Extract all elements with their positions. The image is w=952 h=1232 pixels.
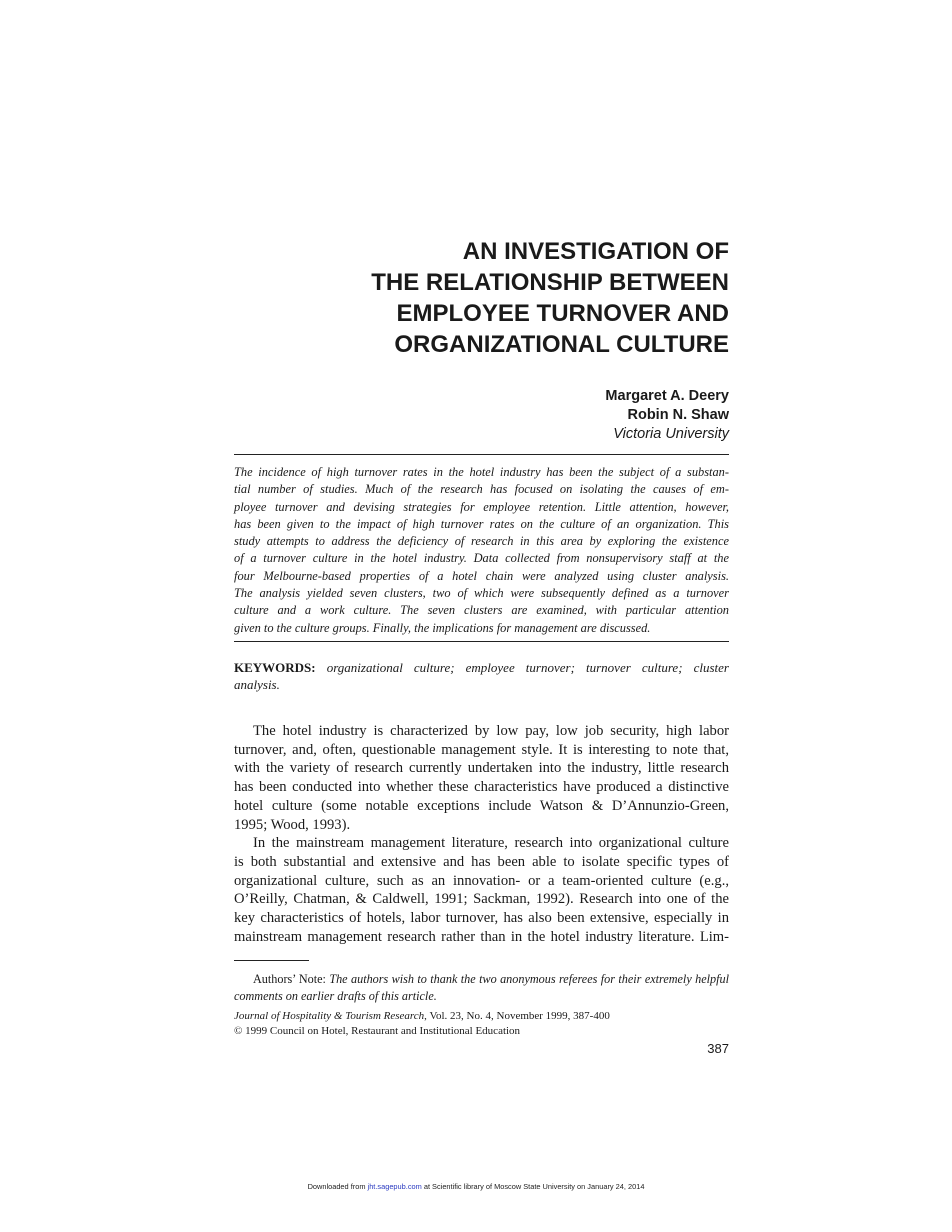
abstract-top-rule [234,454,729,455]
keywords-text: analysis. [234,677,280,692]
keywords-label: KEYWORDS: [234,660,316,675]
body-text [234,722,729,946]
body-line: key characteristics of hotels, labor turnover, has also been extensive, especially in [234,910,729,927]
body-line: The hotel industry is characterized by low pay, low job security, high labor [253,723,729,739]
copyright-line: © 1999 Council on Hotel, Restaurant and Institutional Education [234,1024,521,1037]
abstract-line: The analysis yielded seven clusters, two of which were subsequently defined as a turnover [234,586,729,601]
abstract-line: tial number of studies. Much of the research has focused on isolating the causes of em- [234,482,729,497]
abstract [234,464,729,637]
body-line: is both substantial and extensive and has been able to isolate specific types of [234,853,729,870]
abstract-line: of a turnover culture in the hotel industry. Data collected from nonsupervisory staff at the [234,551,729,566]
title-line: EMPLOYEE TURNOVER AND [396,300,729,327]
body-line: O’Reilly, Chatman, & Caldwell, 1991; Sackman, 1992). Research into one of the [234,891,729,908]
author-name: Robin N. Shaw [627,407,729,423]
title-line: THE RELATIONSHIP BETWEEN [371,269,729,296]
page-number: 387 [707,1041,729,1056]
download-link[interactable]: jht.sagepub.com [367,1182,422,1191]
download-suffix: at Scientific library of Moscow State University on January 24, 2014 [421,1182,645,1191]
journal-details: , Vol. 23, No. 4, November 1999, 387-400 [424,1010,610,1022]
keywords-text: organizational culture; employee turnover; turnover culture; cluster [326,660,729,675]
body-line: has been conducted into whether these characteristics have produced a distinctive [234,779,729,796]
body-line: hotel culture (some notable exceptions include Watson & D’Annunzio-Green, [234,797,729,814]
journal-info [234,1009,729,1038]
download-notice [0,1182,952,1191]
abstract-line: culture and a work culture. The seven clusters are examined, with particular attention [234,603,729,618]
title-line: AN INVESTIGATION OF [462,238,729,265]
title-line: ORGANIZATIONAL CULTURE [394,331,729,358]
body-line: 1995; Wood, 1993). [234,816,351,833]
body-line: with the variety of research currently undertaken into the industry, little research [234,760,729,777]
authors-note [234,971,729,1004]
abstract-line: ployee turnover and devising strategies for employee retention. Little attention, however, [234,499,729,514]
author-block [434,387,729,444]
authors-note-text: The authors wish to thank the two anonymous referees for their extremely helpful [329,972,729,986]
abstract-line: The incidence of high turnover rates in the hotel industry has been the subject of a substan- [234,465,729,479]
footnote-rule [234,960,309,961]
keywords [234,659,729,693]
authors-note-label: Authors’ Note: [253,972,326,986]
download-prefix: Downloaded from [307,1182,368,1191]
journal-name: Journal of Hospitality & Tourism Research [234,1010,425,1022]
body-line: mainstream management research rather than in the hotel industry literature. Lim- [234,928,729,945]
abstract-line: given to the culture groups. Finally, the implications for management are discussed. [234,620,651,635]
body-line: turnover, and, often, questionable management style. It is interesting to note that, [234,741,729,758]
author-name: Margaret A. Deery [605,388,729,404]
author-affiliation: Victoria University [613,426,729,442]
abstract-bottom-rule [234,641,729,642]
abstract-line: has been given to the impact of high turnover rates on the culture of an organization. This [234,516,729,531]
body-line: In the mainstream management literature, research into organizational culture [253,835,729,852]
abstract-line: study attempts to address the deficiency of research in this area by exploring the existence [234,534,729,549]
authors-note-text: comments on earlier drafts of this article. [234,988,437,1003]
body-line: organizational culture, such as an innovation- or a team-oriented culture (e.g., [234,872,729,889]
abstract-line: four Melbourne-based properties of a hotel chain were analyzed using cluster analysis. [234,568,729,583]
article-title [234,236,729,360]
